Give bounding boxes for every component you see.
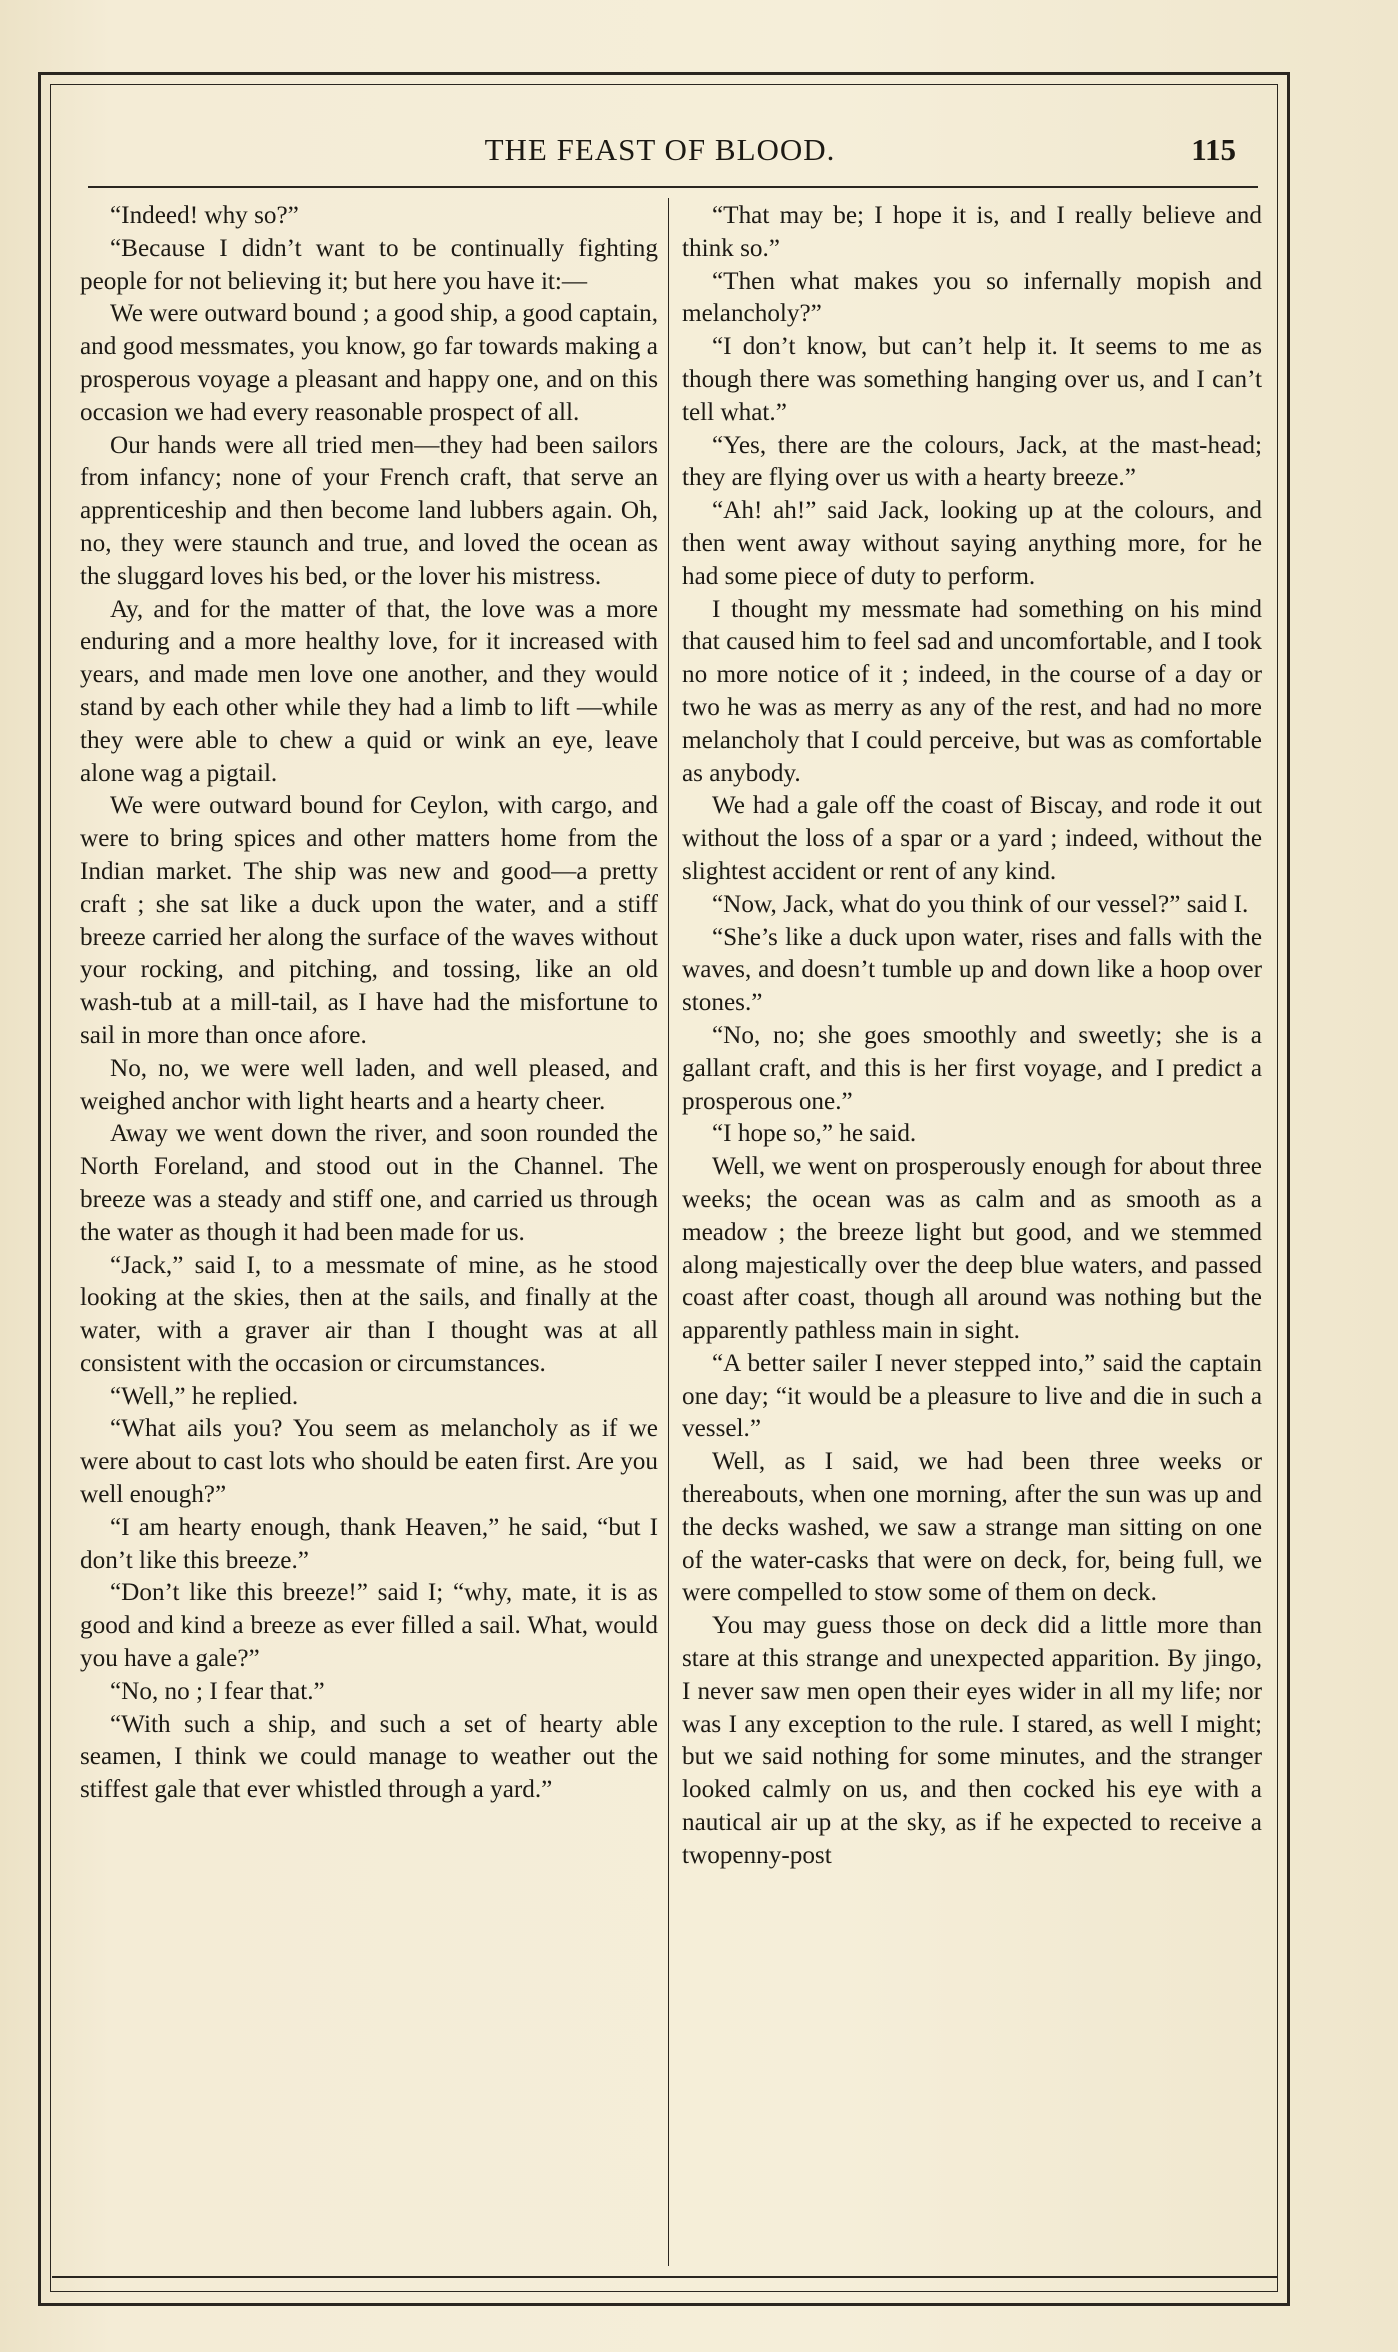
paragraph: Away we went down the river, and soon rounded the North Foreland, and stood out in the Channel. The breeze was a steady and stiff one, and carried us through the water as though it had been made for us.	[80, 1120, 658, 1246]
paragraph: Well, we went on prosperously enough for about three weeks; the ocean was as calm and as smooth as a meadow ; the breeze light but good, and we stemmed along majestically over the deep blue waters, and passed coast after coast, though all around was nothing but the apparently pathless main in sight.	[682, 1153, 1262, 1345]
paragraph: “Indeed! why so?”	[110, 202, 299, 229]
paragraph: I thought my messmate had something on his mind that caused him to feel sad and uncomfortable, and I took no more notice of it ; indeed, in the course of a day or two he was as merry as any of the rest, and had no more melancholy that I could perceive, but was as comfortable as anybody.	[682, 595, 1262, 787]
running-header	[70, 132, 1250, 182]
paragraph: “I hope so,” he said.	[712, 1120, 917, 1148]
paragraph: We had a gale off the coast of Biscay, and rode it out without the loss of a spar or a yard ; indeed, without the slightest accident or rent of any kind.	[682, 792, 1262, 885]
paragraph: “Then what makes you so infernally mopish and melancholy?”	[682, 267, 1262, 328]
paragraph: “Don’t like this breeze!” said I; “why, mate, it is as good and kind a breeze as ever filled a sail. What, would you have a gale?”	[80, 1579, 658, 1673]
paragraph: “She’s like a duck upon water, rises and falls with the waves, and doesn’t tumble up and down like a hoop over stones.”	[682, 923, 1262, 1017]
page-number: 115	[1191, 132, 1236, 167]
running-title: THE FEAST OF BLOOD.	[484, 132, 836, 167]
header-rule	[88, 186, 1258, 188]
paragraph: No, no, we were well laden, and well pleased, and weighed anchor with light hearts and a hearty cheer.	[80, 1054, 658, 1115]
paragraph: You may guess those on deck did a little more than stare at this strange and unexpected apparition. By jingo, I never saw men open their eyes wider in all my life; nor was I any exception to the rule. I stared, as well I might; but we said nothing for some minutes, and the stranger looked calmly on us, and then cocked his eye with a nautical air up at the sky, as if he expected to receive a twopenny-post	[682, 1612, 1262, 1869]
paragraph: “Because I didn’t want to be continually fighting people for not believing it; but here you have it:—	[80, 234, 658, 295]
paragraph: “Ah! ah!” said Jack, looking up at the colours, and then went away without saying anything more, for he had some piece of duty to perform.	[682, 497, 1262, 590]
footer-rule	[52, 2276, 1278, 2278]
paragraph: “No, no; she goes smoothly and sweetly; she is a gallant craft, and this is her first voyage, and I predict a prosperous one.”	[682, 1021, 1262, 1115]
paragraph: Ay, and for the matter of that, the love was a more enduring and a more healthy love, for it increased with years, and made men love one another, and they would stand by each other while they had a limb to lift —while they were able to chew a quid or wink an eye, leave alone wag a pigtail.	[80, 595, 658, 787]
paragraph: “Yes, there are the colours, Jack, at the mast-head; they are flying over us with a hearty breeze.”	[682, 431, 1262, 492]
paragraph: “Well,” he replied.	[110, 1382, 299, 1410]
paragraph: “That may be; I hope it is, and I really believe and think so.”	[682, 202, 1262, 262]
paragraph: “What ails you? You seem as melancholy as if we were about to cast lots who should be eaten first. Are you well enough?”	[80, 1415, 658, 1509]
right-column	[682, 200, 1262, 2270]
column-divider	[668, 198, 669, 2266]
paragraph: “A better sailer I never stepped into,” said the captain one day; “it would be a pleasure to live and die in such a vessel.”	[682, 1349, 1262, 1443]
paragraph: We were outward bound for Ceylon, with cargo, and were to bring spices and other matters home from the Indian market. The ship was new and good—a pretty craft ; she sat like a duck upon the water, and a stiff breeze carried her along the surface of the waves without your rocking, and pitching, and tossing, like an old wash-tub at a mill-tail, as I have had the misfortune to sail in more than once afore.	[80, 792, 658, 1049]
paragraph: “I don’t know, but can’t help it. It seems to me as though there was something hanging over us, and I can’t tell what.”	[682, 333, 1262, 426]
left-column	[80, 200, 658, 2270]
paragraph: We were outward bound ; a good ship, a good captain, and good messmates, you know, go far towards making a prosperous voyage a pleasant and happy one, and on this occasion we had every reasonable prospect of all.	[80, 300, 658, 426]
paragraph: Well, as I said, we had been three weeks or thereabouts, when one morning, after the sun was up and the decks washed, we saw a strange man sitting on one of the water-casks that were on deck, for, being full, we were compelled to stow some of them on deck.	[682, 1448, 1262, 1607]
paragraph: “No, no ; I fear that.”	[110, 1677, 325, 1705]
paragraph: “Now, Jack, what do you think of our vessel?” said I.	[712, 890, 1249, 918]
paragraph: “With such a ship, and such a set of hearty able seamen, I think we could manage to weather out the stiffest gale that ever whistled through a yard.”	[80, 1710, 658, 1804]
paragraph: “I am hearty enough, thank Heaven,” he said, “but I don’t like this breeze.”	[80, 1513, 658, 1574]
paragraph: “Jack,” said I, to a messmate of mine, as he stood looking at the skies, then at the sails, and finally at the water, with a graver air than I thought was at all consistent with the occasion or circumstances.	[80, 1251, 658, 1377]
paragraph: Our hands were all tried men—they had been sailors from infancy; none of your French craft, that serve an apprenticeship and then become land lubbers again. Oh, no, they were staunch and true, and loved the ocean as the sluggard loves his bed, or the lover his mistress.	[80, 431, 658, 590]
